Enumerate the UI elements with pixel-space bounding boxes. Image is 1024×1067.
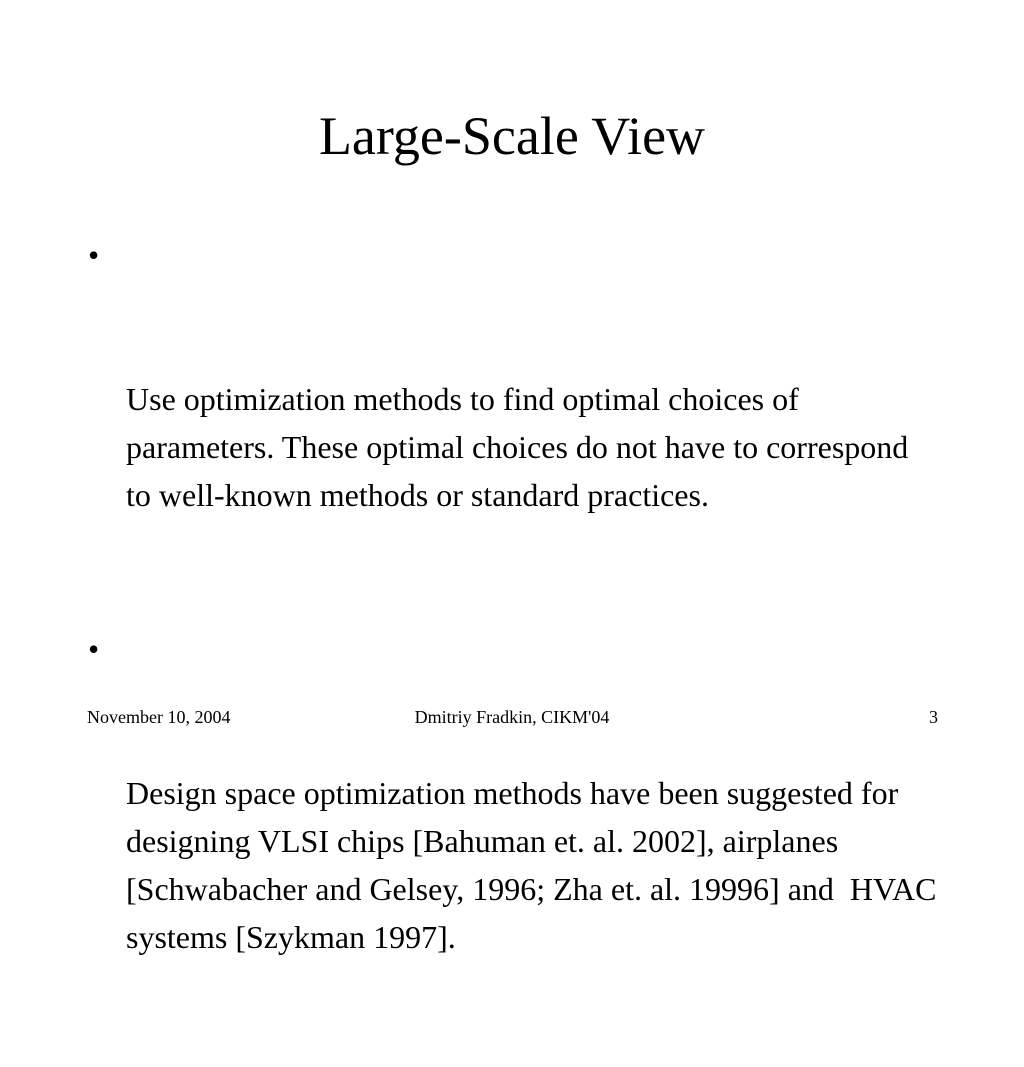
footer-page-number: 3 <box>929 707 938 727</box>
bullet-text: Design space optimization methods have been suggested for designing VLSI chips [Bahuman et. al. 2002], airplanes [Schwabacher and Gelsey, 1996; Zha et. al. 19996] and HVAC systems [Szykman 1997]. <box>126 775 945 955</box>
bullet-item <box>88 231 938 615</box>
slide-title: Large-Scale View <box>318 106 706 166</box>
bullet-list <box>88 231 945 1067</box>
footer-author: Dmitriy Fradkin, CIKM'04 <box>414 707 610 727</box>
bullet-text: Use optimization methods to find optimal choices of parameters. These optimal choices do not have to correspond to well-known methods or standard practices. <box>126 381 917 513</box>
bullet-marker: • <box>88 237 100 273</box>
bullet-item <box>88 625 945 1057</box>
bullet-marker: • <box>88 631 100 667</box>
footer-date: November 10, 2004 <box>87 707 231 727</box>
